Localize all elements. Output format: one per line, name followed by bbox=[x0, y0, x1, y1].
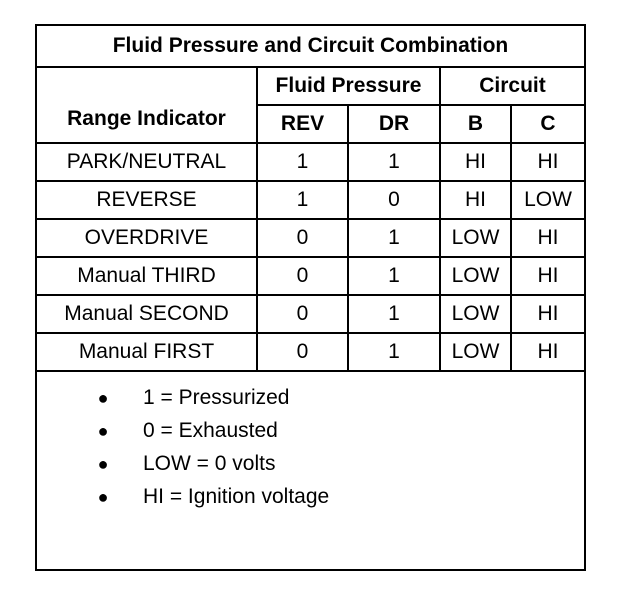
rev-cell: 1 bbox=[257, 143, 348, 181]
c-cell: HI bbox=[511, 219, 584, 257]
bullet-icon: ● bbox=[97, 487, 109, 507]
pressure-circuit-table-frame bbox=[35, 24, 586, 571]
bullet-icon: ● bbox=[97, 454, 109, 474]
b-column-header: B bbox=[440, 105, 511, 143]
fluid-pressure-header: Fluid Pressure bbox=[257, 67, 440, 105]
c-cell: HI bbox=[511, 143, 584, 181]
b-cell: LOW bbox=[440, 257, 511, 295]
dr-column-header: DR bbox=[348, 105, 440, 143]
bullet-icon: ● bbox=[97, 388, 109, 408]
table-row bbox=[37, 333, 584, 371]
pressure-circuit-table bbox=[37, 26, 584, 372]
table-row bbox=[37, 295, 584, 333]
rev-cell: 1 bbox=[257, 181, 348, 219]
rev-cell: 0 bbox=[257, 333, 348, 371]
c-cell: HI bbox=[511, 257, 584, 295]
range-cell: Manual FIRST bbox=[37, 333, 257, 371]
legend-notes bbox=[37, 372, 584, 516]
c-column-header: C bbox=[511, 105, 584, 143]
bullet-icon: ● bbox=[97, 421, 109, 441]
b-cell: LOW bbox=[440, 219, 511, 257]
list-item bbox=[37, 450, 584, 483]
circuit-header: Circuit bbox=[440, 67, 584, 105]
rev-cell: 0 bbox=[257, 295, 348, 333]
list-item bbox=[37, 417, 584, 450]
table-row bbox=[37, 257, 584, 295]
c-cell: HI bbox=[511, 333, 584, 371]
dr-cell: 1 bbox=[348, 219, 440, 257]
c-cell: LOW bbox=[511, 181, 584, 219]
note-text: LOW = 0 volts bbox=[143, 452, 276, 475]
list-item bbox=[37, 384, 584, 417]
rev-column-header: REV bbox=[257, 105, 348, 143]
note-text: 1 = Pressurized bbox=[143, 386, 290, 409]
dr-cell: 0 bbox=[348, 181, 440, 219]
dr-cell: 1 bbox=[348, 295, 440, 333]
list-item bbox=[37, 483, 584, 516]
b-cell: HI bbox=[440, 143, 511, 181]
table-row bbox=[37, 143, 584, 181]
table-title: Fluid Pressure and Circuit Combination bbox=[37, 26, 584, 67]
b-cell: LOW bbox=[440, 333, 511, 371]
range-cell: Manual SECOND bbox=[37, 295, 257, 333]
table-row bbox=[37, 219, 584, 257]
range-cell: PARK/NEUTRAL bbox=[37, 143, 257, 181]
note-text: 0 = Exhausted bbox=[143, 419, 278, 442]
rev-cell: 0 bbox=[257, 219, 348, 257]
range-cell: REVERSE bbox=[37, 181, 257, 219]
range-cell: Manual THIRD bbox=[37, 257, 257, 295]
dr-cell: 1 bbox=[348, 333, 440, 371]
c-cell: HI bbox=[511, 295, 584, 333]
note-text: HI = Ignition voltage bbox=[143, 485, 330, 508]
b-cell: LOW bbox=[440, 295, 511, 333]
table-row bbox=[37, 181, 584, 219]
range-indicator-header: Range Indicator bbox=[37, 67, 257, 143]
dr-cell: 1 bbox=[348, 257, 440, 295]
range-cell: OVERDRIVE bbox=[37, 219, 257, 257]
dr-cell: 1 bbox=[348, 143, 440, 181]
rev-cell: 0 bbox=[257, 257, 348, 295]
b-cell: HI bbox=[440, 181, 511, 219]
